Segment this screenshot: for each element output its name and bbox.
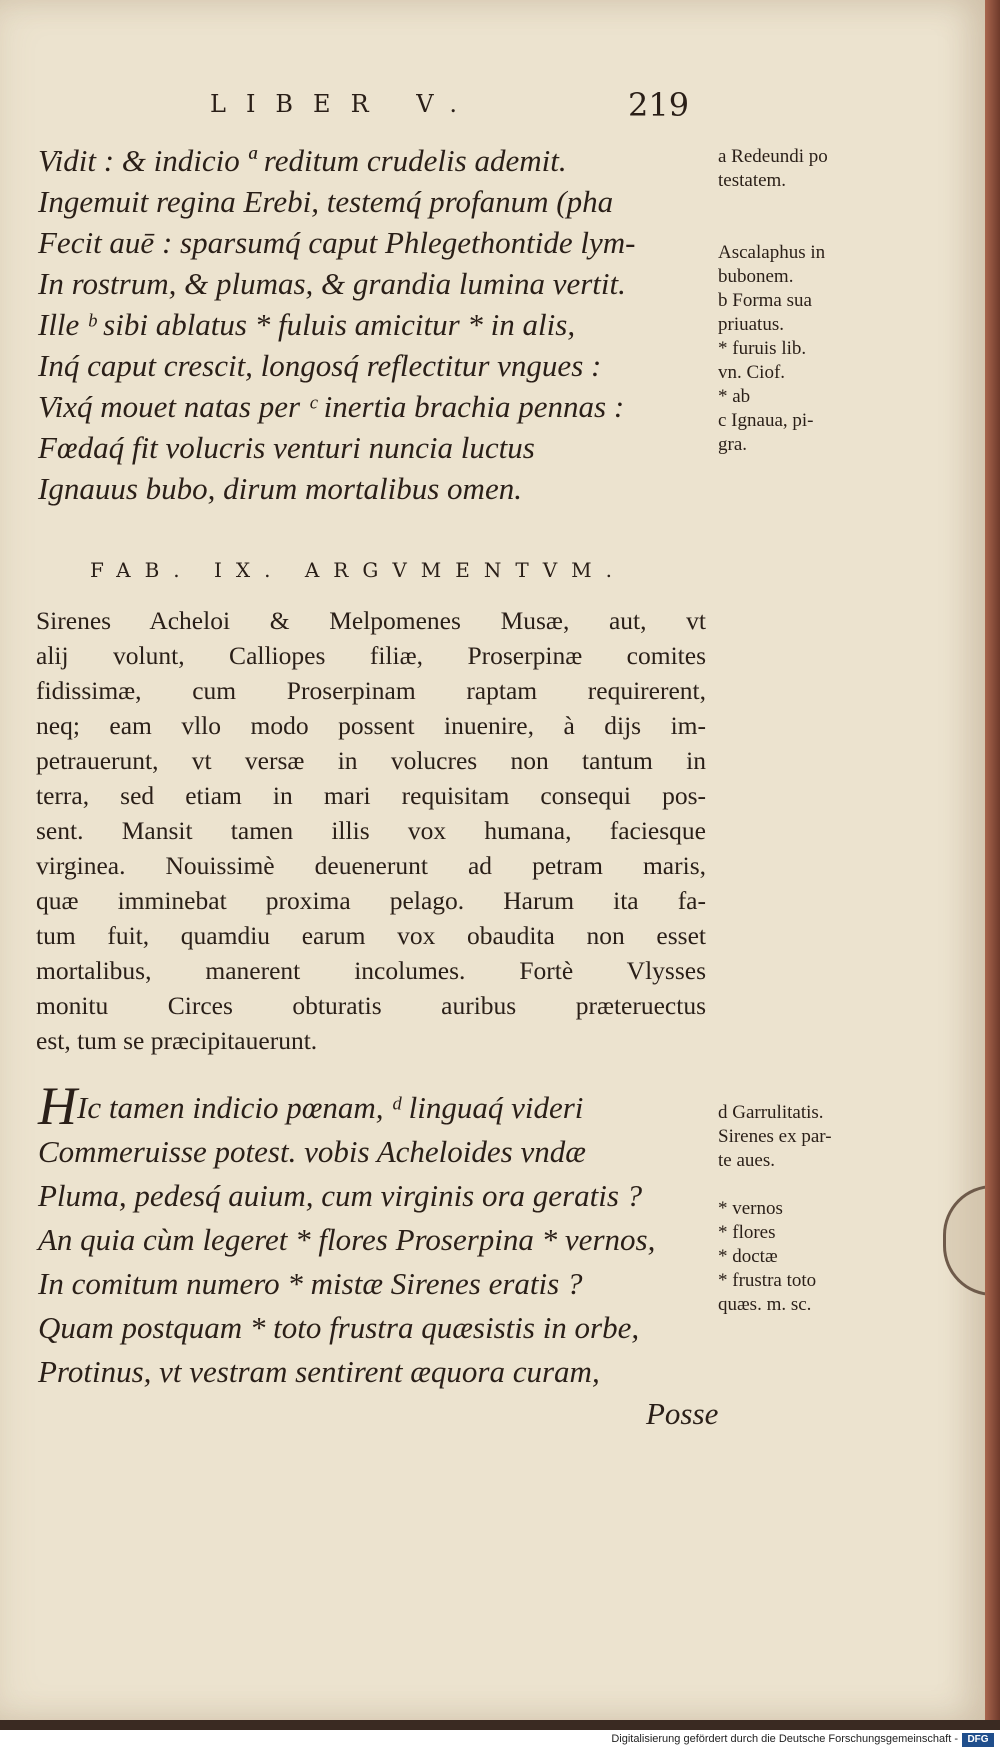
dfg-logo[interactable]: DFG	[962, 1733, 994, 1747]
marginal-note: * frustra toto	[718, 1270, 817, 1291]
verse-line: Vidit : & indicio ª reditum crudelis ademit.	[38, 143, 567, 178]
marginal-note: te aues.	[718, 1150, 775, 1171]
verse-line-first	[38, 1076, 655, 1136]
marginal-note: * vernos	[718, 1198, 783, 1219]
page-edge-right	[985, 0, 1000, 1720]
verse-line: Ingemuit regina Erebi, testemq́ profanum (pha	[38, 184, 614, 219]
argument-line: terra, sed etiam in mari requisitam consequi pos-	[36, 781, 706, 810]
marginal-note	[718, 1173, 832, 1197]
verse-line: Fecit auē : sparsumq́ caput Phlegethontide lym-	[38, 225, 636, 260]
argument-line: quæ imminebat proxima pelago. Harum ita fa-	[36, 886, 706, 915]
marginal-note: * furuis lib.	[718, 338, 807, 359]
page-edge-bottom	[0, 1720, 1000, 1730]
fable-heading: FAB. IX. ARGVMENTVM.	[90, 558, 626, 582]
marginal-note: Sirenes ex par-	[718, 1126, 832, 1147]
marginal-note: a Redeundi po	[718, 146, 828, 167]
marginal-notes-1	[718, 145, 828, 457]
argument-line: virginea. Nouissimè deuenerunt ad petram maris,	[36, 851, 706, 880]
argument-line: neq; eam vllo modo possent inuenire, à dijs im-	[36, 711, 706, 740]
marginal-note: gra.	[718, 434, 748, 455]
marginal-note: Ascalaphus in	[718, 242, 826, 263]
verse-line: Pluma, pedesq́ auium, cum virginis ora geratis ?	[38, 1178, 643, 1213]
argument-line: est, tum se præcipitauerunt.	[36, 1026, 318, 1055]
verse-line: In rostrum, & plumas, & grandia lumina vertit.	[38, 266, 626, 301]
argument-line: petrauerunt, vt versæ in volucres non tantum in	[36, 746, 706, 775]
digitization-footer	[0, 1730, 1000, 1751]
argument-line: sent. Mansit tamen illis vox humana, faciesque	[36, 816, 706, 845]
argument-line: Sirenes Acheloi & Melpomenes Musæ, aut, vt	[36, 606, 706, 635]
marginal-note: bubonem.	[718, 266, 794, 287]
running-head: LIBER V.	[210, 90, 478, 118]
argument-line: alij volunt, Calliopes filiæ, Proserpinæ comites	[36, 641, 706, 670]
page-number: 219	[628, 86, 690, 124]
verse-line: In comitum numero * mistæ Sirenes eratis ?	[38, 1266, 583, 1301]
verse-block-2	[38, 1076, 656, 1394]
verse-line: Ille ᵇ sibi ablatus * fuluis amicitur * in alis,	[38, 307, 576, 342]
argument-line: tum fuit, quamdiu earum vox obaudita non esset	[36, 921, 706, 950]
marginal-note	[718, 193, 828, 217]
marginal-note: * flores	[718, 1222, 776, 1243]
argument-line: monitu Circes obturatis auribus præteruectus	[36, 991, 706, 1020]
marginal-note: vn. Ciof.	[718, 362, 786, 383]
marginal-note: b Forma sua	[718, 290, 812, 311]
marginal-note: * doctæ	[718, 1246, 778, 1267]
verse-line: An quia cùm legeret * flores Proserpina * vernos,	[38, 1222, 656, 1257]
marginal-note: testatem.	[718, 170, 787, 191]
marginal-note	[718, 217, 828, 241]
footer-credit: Digitalisierung gefördert durch die Deutsche Forschungsgemeinschaft -	[611, 1733, 958, 1745]
verse-line: Quam postquam * toto frustra quæsistis in orbe,	[38, 1310, 640, 1345]
argument-paragraph	[36, 603, 706, 1058]
catchword: Posse	[646, 1396, 719, 1431]
verse-line: Commeruisse potest. vobis Acheloides vndæ	[38, 1134, 586, 1169]
marginal-note: d Garrulitatis.	[718, 1102, 824, 1123]
marginal-note: priuatus.	[718, 314, 784, 335]
marginal-note: quæs. m. sc.	[718, 1294, 812, 1315]
marginal-note: c Ignaua, pi-	[718, 410, 814, 431]
verse-line: Ignauus bubo, dirum mortalibus omen.	[38, 471, 522, 506]
verse-line: Protinus, vt vestram sentirent æquora curam,	[38, 1354, 600, 1389]
verse-line: Inq́ caput crescit, longosq́ reflectitur vngues :	[38, 348, 602, 383]
verse-line: Vixq́ mouet natas per ᶜ inertia brachia pennas :	[38, 389, 625, 424]
marginal-note: * ab	[718, 386, 751, 407]
verse-line: Fœdaq́ fit volucris venturi nuncia luctus	[38, 430, 535, 465]
marginal-notes-2	[718, 1101, 832, 1317]
verse-line-text: Ic tamen indicio pœnam, ᵈ linguaq́ videri	[77, 1090, 584, 1125]
drop-capital: H	[38, 1076, 77, 1136]
argument-line: mortalibus, manerent incolumes. Fortè Vlysses	[36, 956, 706, 985]
argument-line: fidissimæ, cum Proserpinam raptam requirerent,	[36, 676, 706, 705]
verse-block-1	[38, 140, 635, 509]
